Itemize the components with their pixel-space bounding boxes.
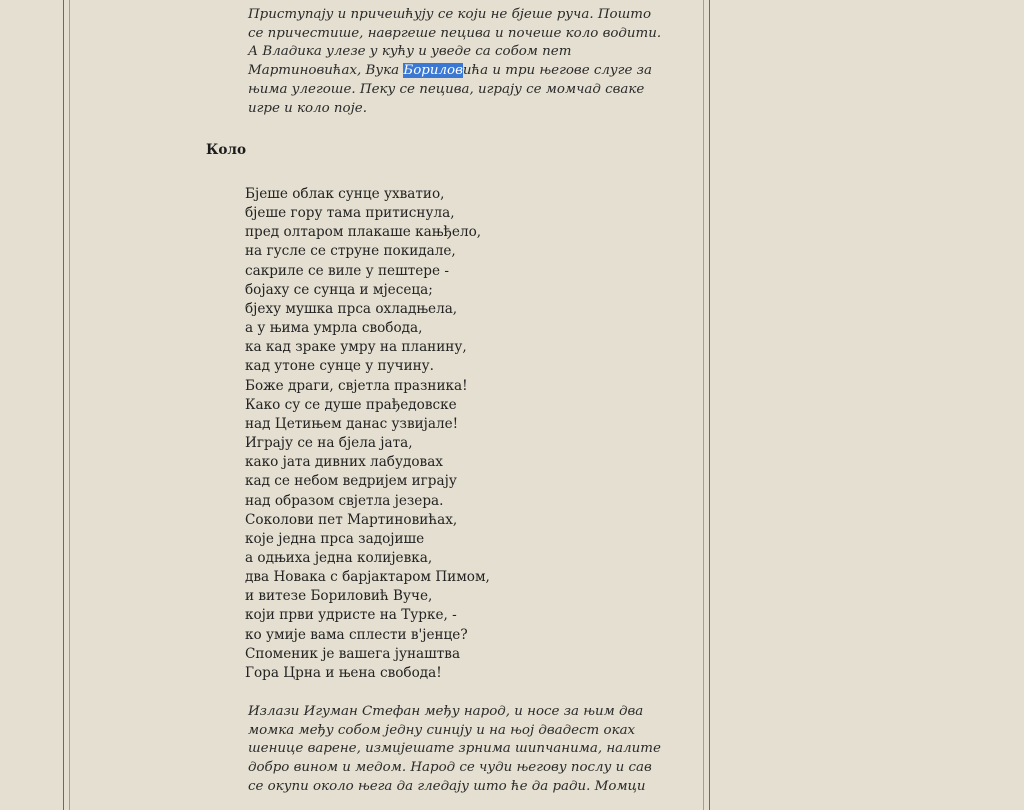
poem-line: над образом свјетла језера. (245, 492, 444, 509)
intro-line-4-end: ића и три његове слуге за (462, 63, 652, 79)
poem-line: на гусле се струне покидале, (245, 243, 456, 260)
poem-line: а одњиха једна колијевка, (245, 549, 433, 566)
poem-line: бјеше гору тама притиснула, (245, 205, 455, 222)
outro-line-4: добро вином и медом. Народ се чуди његову послу и сав (248, 760, 652, 776)
outro-stage-direction (248, 703, 668, 797)
poem-line: Боже драги, свјетла празника! (245, 377, 468, 394)
intro-stage-direction (248, 6, 668, 118)
intro-line-3: А Владика улезе у кућу и уведе са собом пет (248, 44, 572, 60)
poem-line: над Цетињем данас узвијале! (245, 415, 459, 432)
poem-line: ка кад зраке умру на планину, (245, 339, 467, 356)
poem-line: а у њима умрла свобода, (245, 320, 423, 337)
intro-line-1: Приступају и причешћују се који не бјеше руча. Пошто (248, 7, 652, 22)
poem-line: Играју се на бјела јата, (245, 435, 413, 452)
outro-line-2: момка међу собом једну синију и на њој двадест оках (248, 722, 636, 738)
poem-line: кад утоне сунце у пучину. (245, 358, 435, 375)
intro-line-4-start: Мартиновићах, Вука (248, 63, 404, 79)
poem-line: два Новака с барјактаром Пимом, (245, 569, 490, 586)
poem-line: ко умије вама сплести в'јенце? (245, 626, 468, 643)
outro-line-5: се окупи около њега да гледају што ће да ради. Момци (248, 778, 646, 794)
selected-text[interactable]: Борилов (403, 63, 463, 79)
outro-line-3: шенице варене, измијешате зрнима шипчанима, налите (248, 741, 661, 757)
intro-line-5: њима улегоше. Пеку се пецива, играју се момчад сваке (248, 81, 645, 97)
poem-line: Гора Црна и њена свобода! (245, 664, 442, 681)
poem-line: бјеху мушка прса охладњела, (245, 300, 458, 317)
poem-verse (245, 185, 490, 683)
poem-line: пред олтаром плакаше кањђело, (245, 224, 482, 241)
intro-line-4 (248, 62, 668, 81)
section-heading: Коло (206, 142, 247, 158)
poem-line: Соколови пет Мартиновићах, (245, 511, 458, 528)
poem-line: који први удристе на Турке, - (245, 607, 457, 624)
poem-line: сакриле се виле у пештере - (245, 262, 449, 279)
poem-line: кад се небом ведријем играју (245, 473, 457, 490)
poem-line: Како су се душе прађедовске (245, 396, 457, 413)
poem-line: бојаху се сунца и мјесеца; (245, 281, 433, 298)
poem-line: Споменик је вашега јунаштва (245, 645, 461, 662)
poem-line: како јата дивних лабудовах (245, 454, 443, 471)
poem-line: које једна прса задојише (245, 530, 425, 547)
poem-line: и витезе Бориловић Вуче, (245, 588, 433, 605)
intro-line-6: игре и коло поје. (248, 100, 367, 116)
outro-line-1: Излази Игуман Стефан међу народ, и носе за њим два (248, 704, 644, 719)
intro-line-2: се причестише, навргеше пецива и почеше коло водити. (248, 25, 662, 41)
poem-line: Бјеше облак сунце ухватио, (245, 186, 445, 202)
